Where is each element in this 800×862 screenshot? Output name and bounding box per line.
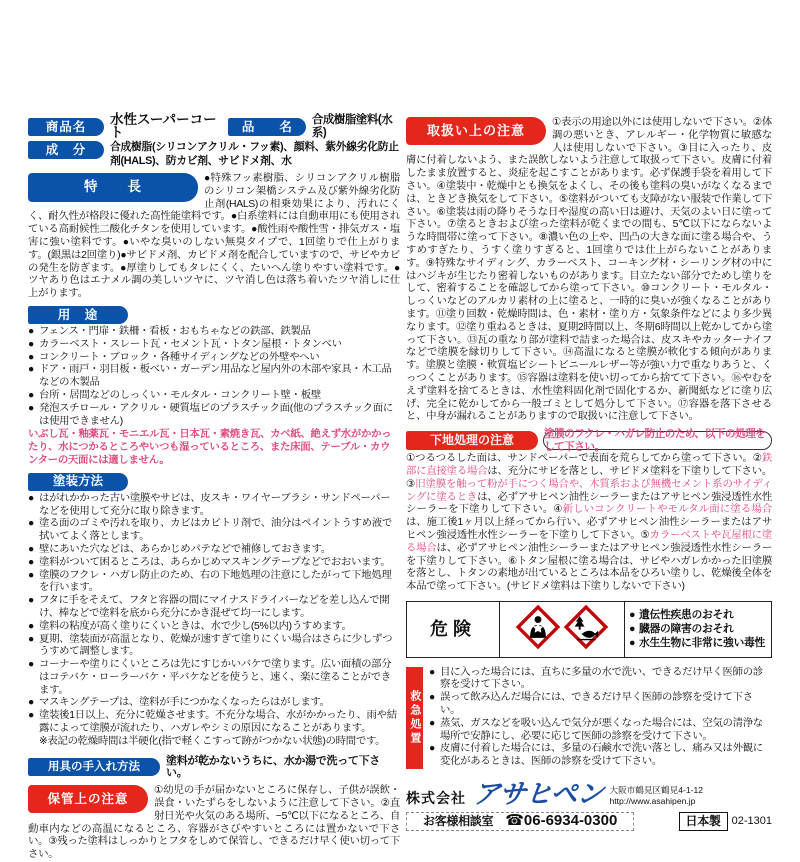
left-column	[28, 112, 400, 862]
contact-row	[406, 812, 772, 831]
company-prefix: 株式会社	[406, 790, 466, 807]
bullet: ●	[28, 620, 34, 632]
list-item: ● カラーベスト・スレート瓦・セメント瓦・トタン屋根・トタンべい	[28, 338, 342, 350]
list-item: ● 誤って飲み込んだ場合には、できるだけ早く医師の診察を受けて下さい。	[429, 692, 753, 717]
company-address	[609, 785, 703, 808]
tool-care-section	[28, 755, 400, 781]
list-item: ● フタに手をそえて、フタと容器の間にマイナスドライバーなどを差し込んで開け、棒などで塗料を底から充分にかき混ぜて均一にします。	[28, 595, 390, 619]
bullet: ●	[28, 595, 34, 607]
list-item: ● 蒸気、ガスなどを吸い込んで気分が悪くなった場合には、空気の清浄な場所で安静にし、必要に応じて医師の診察を受けて下さい。	[429, 717, 763, 742]
bullet: ●	[629, 637, 636, 650]
bullet: ●	[28, 402, 34, 414]
list-item: ● 塗る面のゴミや汚れを取り、カビはカビトリ剤で、油分はペイントうすめ液で拭いてよく落とします。	[28, 518, 392, 543]
list-item: ● コンクリート・ブロック・各種サイディングなどの外壁やへい	[28, 351, 320, 363]
customer-service-box	[406, 812, 634, 831]
ghs-environment-icon	[563, 604, 609, 650]
list-item: ● 水生生物に非常に強い毒性	[629, 637, 765, 650]
bullet: ●	[28, 364, 34, 376]
product-code: 02-1301	[731, 815, 772, 828]
asahipen-logo: アサヒペン	[471, 779, 605, 810]
surface-prep-header: 下地処理の注意	[406, 431, 538, 450]
hazard-statements	[625, 601, 772, 657]
bullet: ●	[28, 543, 34, 555]
storage-text: ①幼児の手が届かないところに保存し、子供が誤飲・誤食・いたずらをしないように注意して下さい。②直射日光や火気のある場所、−5℃以下になるところ、自動車内などの高温になるところ、容器がさびやすいところには置かないで下さい。③残った塗料はしっかりとフタをしめて保管し、できるだけ早く使い切って下さい。	[28, 785, 400, 861]
ingredients-row	[28, 141, 400, 168]
painting-method-header: 塗装方法	[28, 473, 128, 491]
danger-label: 危険	[407, 601, 500, 657]
product-name-row	[28, 112, 400, 140]
tool-care-header: 用具の手入れ方法	[28, 758, 160, 776]
bullet: ●	[28, 710, 34, 722]
list-item: ● マスキングテープは、塗料が手につかなくなったらはがします。	[28, 697, 330, 709]
surface-prep-section	[406, 427, 772, 453]
hazard-table	[406, 601, 772, 658]
ghs-pictograms	[500, 601, 625, 657]
made-in-japan-badge: 日本製	[679, 812, 728, 831]
bullet: ●	[629, 609, 636, 622]
drying-time-note: ※表記の乾燥時間は半硬化(指で軽くこすって跡がつかない状態)の時間です。	[39, 735, 386, 747]
bullet: ●	[28, 556, 34, 568]
bullet: ●	[28, 633, 34, 645]
list-item: ● 塗装後1日以上、充分に乾燥させます。不充分な場合、水がかかったり、雨や結露によって塗膜が流れたり、ハガレやシミの原因になることがあります。	[28, 710, 397, 735]
bullet: ●	[629, 623, 636, 636]
phone-icon: ☎	[505, 812, 524, 830]
list-item: ● 塗料の粘度が高く塗りにくいときは、水で少し(5%以内)うすめます。	[28, 620, 352, 632]
bullet: ●	[28, 325, 34, 337]
list-item: ● 臓器の障害のおそれ	[629, 623, 734, 636]
handling-section	[406, 117, 772, 424]
list-item: ● 発泡スチロール・アクリル・硬質塩ビのプラスチック面(他のプラスチック面には使用できません)	[28, 402, 393, 427]
uses-warning: いぶし瓦・釉薬瓦・モニエル瓦・日本瓦・素焼き瓦、カベ紙、絶えず水がかかったり、水につかるところやいつも湿っているところ、また床面、テーブル・カウンターの天面には適しません。	[28, 429, 392, 466]
list-item: ● 皮膚に付着した場合には、多量の石鹸水で洗い落とし、痛み又は外観に変化があるときは、医師の診察を受けて下さい。	[429, 743, 763, 768]
bullet: ●	[28, 518, 34, 530]
surface-prep-text: ①つるつるした面は、サンドペーパーで表面を荒らしてから塗って下さい。②鉄部に直接塗る場合は、充分にサビを落とし、サビドメ塗料を下塗りして下さい。③旧塗膜を触って粉が手につく場合や、木質系および無機セメント系のサイディングに塗るときは、必ずアサヒペン油性シーラーまたはアサヒペン強浸透性水性シーラーを下塗りして下さい。④新しいコンクリートやモルタル面に塗る場合は、施工後1ヶ月以上経ってから行い、必ずアサヒペン油性シーラーまたはアサヒペン強浸透性水性シーラーを下塗りして下さい。⑤カラーベストや瓦屋根に塗る場合は、必ずアサヒペン油性シーラーまたはアサヒペン強浸透性水性シーラーを下塗りして下さい。⑥トタン屋根に塗る場合は、サビやハガレかかった旧塗膜を落とし、トタンの素地が出ているところは本品をひろい塗りし、乾燥後全体を本品で塗って下さい。(サビドメ塗料は下塗りしないで下さい)	[406, 453, 773, 593]
features-header: 特 長	[28, 173, 198, 202]
first-aid-list	[429, 667, 772, 769]
list-item: ● 遺伝性疾患のおそれ	[629, 609, 734, 622]
bullet: ●	[429, 743, 435, 755]
bullet: ●	[28, 569, 34, 581]
list-item: ● 壁にあいた穴などは、あらかじめパテなどで補修しておきます。	[28, 543, 331, 555]
list-item: ● 台所・居間などのしっくい・モルタル・コンクリート壁・板壁	[28, 389, 321, 401]
list-item: ● 塗膜のフクレ・ハガレ防止のため、右の下地処理の注意にしたがって下地処理を行います。	[28, 569, 392, 594]
product-name: 水性スーパーコート	[110, 112, 217, 140]
bullet: ●	[429, 692, 435, 704]
item-name: 合成樹脂塗料(水系)	[311, 114, 393, 139]
uses-list	[28, 326, 400, 428]
list-item: ● コーナーや塗りにくいところは先にすじかいバケで塗ります。広い面積の部分はコテバケ・ローラーバケ・平バケなどを使うと、速く、楽に塗ることができます。	[28, 659, 392, 696]
made-in-row	[679, 812, 772, 831]
list-item: ● ドア・雨戸・羽目板・板べい・ガーデン用品など屋内外の木部や家具・木工品などの木製品	[28, 364, 392, 389]
bullet: ●	[28, 697, 34, 709]
bullet: ●	[28, 389, 34, 401]
list-item: ● はがれかかった古い塗膜やサビは、皮スキ・ワイヤーブラシ・サンドペーパーなどを使用して充分に取り除きます。	[28, 492, 391, 517]
customer-service-phone: ☎06-6934-0300	[505, 812, 618, 830]
address-line: 大阪市鶴見区鶴見4-1-12	[609, 785, 704, 796]
company-url: http://www.asahipen.jp	[609, 795, 696, 806]
surface-prep-note: 塗膜のフクレ・ハガレ防止のため、以下の処理をして下さい。	[543, 431, 772, 450]
features-section	[28, 173, 400, 301]
footer	[406, 781, 772, 831]
list-item: ● 目に入った場合には、直ちに多量の水で洗い、できるだけ早く医師の診察を受けて下さい。	[429, 666, 763, 691]
ghs-health-hazard-icon	[515, 604, 561, 650]
uses-header: 用 途	[28, 306, 128, 324]
list-item: ● 塗料がついて困るところは、あらかじめマスキングテープなどでおおいます。	[28, 556, 391, 568]
bullet: ●	[28, 351, 34, 363]
bullet: ●	[28, 338, 34, 350]
product-name-header: 商品名	[28, 118, 104, 136]
painting-method-list	[28, 493, 400, 736]
handling-text: ①表示の用途以外には使用しないで下さい。②体調の悪いとき、アレルギー・化学物質に敏感な人は使用しないで下さい。③目に入ったり、皮膚に付着しないよう、また誤飲しないよう注意して取扱って下さい。皮膚に付着したまま放置すると、炎症を起こすことがあります。必ず保護手袋を着用して下さい。④塗装中・乾燥中とも換気をよくし、その後も塗料の臭いがなくなるまでは、ときどき換気をして下さい。⑤塗料がついても支障がない服装で作業して下さい。⑥塗装は雨の降りそうな日や湿度の高い日は避け、天気のよい日に塗って下さい。⑦塗るときおよび塗った塗料が乾くまでの間も、5℃以下にならないような時間帯に塗って下さい。⑧濃い色の上や、凹凸の大きな面に塗る場合や、うすめすぎたり、うすく塗りすぎると、1回塗りでは仕上がらないことがあります。⑨特殊なサイディング、カラーベスト、コーキング材・シーリング材の中にはハジキが生じたり密着しないものがあります。目立たない部分でためし塗りをして、密着することを確認してから塗って下さい。⑩コンクリート・モルタル・しっくいなどのアルカリ素材の上に塗ると、一時的に臭いが強くなることがあります。⑪塗り回数・乾燥時間は、色・素材・塗り方・気象条件などにより多少異なります。⑫塗り重ねるときは、夏期2時間以上、冬期6時間以上乾かしてから塗って下さい。⑬瓦の重なり部が塗料で詰まった場合は、皮スキやカッターナイフなどで塗膜を縁切りして下さい。⑭高温になると塗膜が軟化する傾向があります。塗膜と塗膜・軟質塩ビシートビニールレザー等が強い力で重なりあうと、くっつくことがあります。⑮容器は塗料を使い切ってから捨てて下さい。⑯やむをえず塗料を捨てるときは、水性塗料固化剤で固化するか、新聞紙などに塗り広げ、完全に乾かしてから一般ゴミとして処分して下さい。⑰容器を落下させると、中身が漏れることがありますので取扱いに注意して下さい。	[406, 117, 772, 423]
handling-header: 取扱い上の注意	[406, 117, 546, 145]
bullet: ●	[28, 659, 34, 671]
ingredients-header: 成 分	[28, 141, 104, 159]
first-aid-section	[406, 667, 772, 769]
ingredients-text: 合成樹脂(シリコンアクリル・フッ素)、顔料、紫外線劣化防止剤(HALS)、防カビ剤、サビドメ剤、水	[110, 141, 399, 167]
storage-section	[28, 785, 400, 862]
list-item: ● フェンス・門扉・鉄柵・看板・おもちゃなどの鉄部、鉄製品	[28, 325, 311, 337]
storage-header: 保管上の注意	[28, 785, 148, 813]
bullet: ●	[429, 666, 435, 678]
first-aid-header: 救急処置	[406, 667, 423, 769]
right-column	[406, 117, 772, 831]
bullet: ●	[429, 717, 435, 729]
company-row	[406, 781, 772, 808]
list-item: ● 夏期、塗装面が高温となり、乾燥が速すぎて塗りにくい場合はさらに少しずつうすめて調整します。	[28, 633, 393, 658]
features-text: ●特殊フッ素樹脂、シリコンアクリル樹脂のシリコン架橋システム及び紫外線劣化防止剤(HALS)の相乗効果により、汚れにくく、耐久性が格段に優れた高性能塗料です。●白系塗料には自動車用にも使用されている高耐候性二酸化チタンを使用しています。●酸性雨や酸性雪・排気ガス・塩害に強い塗料です。●いやな臭いのしない無臭タイプで、1回塗りで仕上がります。(銀黒は2回塗り)●サビドメ剤、カビドメ剤を配合していますので、サビやカビの発生を防ぎます。●厚塗りしてもタレにくく、たいへん塗りやすい塗料です。●ツヤあり色はエナメル調の美しいツヤに、ツヤ消し色は落ち着いたツヤ消しに仕上がります。	[28, 173, 400, 300]
customer-service-label: お客様相談室	[423, 814, 494, 829]
tool-care-text: 塗料が乾かないうちに、水か湯で洗って下さい。	[166, 754, 380, 780]
bullet: ●	[28, 492, 34, 504]
item-name-header: 品 名	[228, 118, 306, 136]
